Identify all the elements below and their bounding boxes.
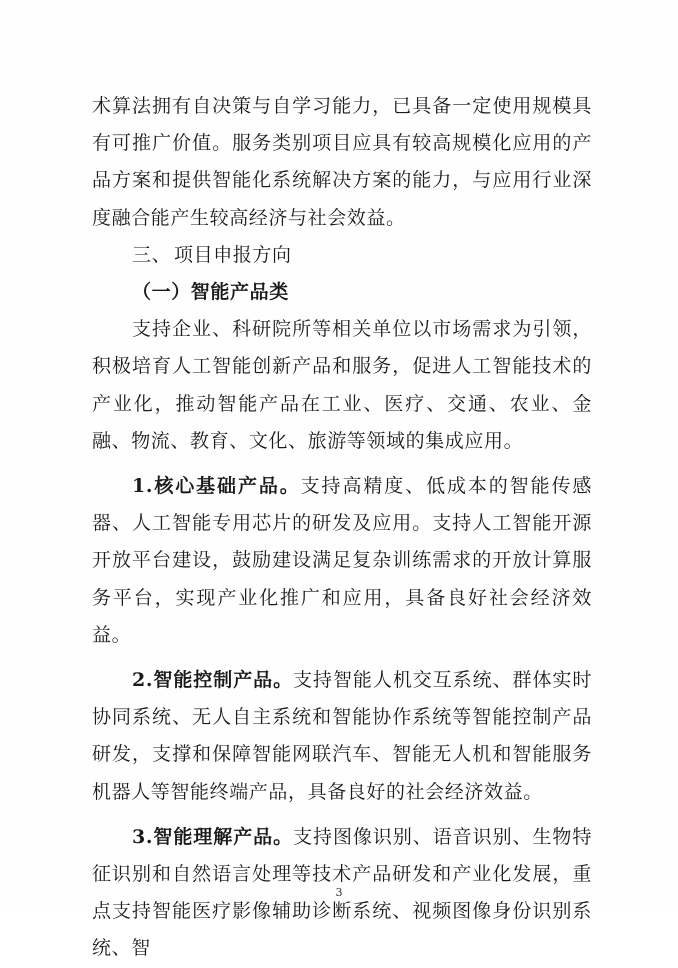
section-number: 三、 [132, 243, 172, 266]
document-body [92, 88, 592, 968]
item-2-body: 支持智能人机交互系统、群体实时协同系统、无人自主系统和智能协作系统等智能控制产品研发，支撑和保障智能网联汽车、智能无人机和智能服务机器人等智能终端产品，具备良好的社会经济效益。 [92, 669, 592, 803]
item-3-body: 支持图像识别、语音识别、生物特征识别和自然语言处理等技术产品研发和产业化发展，重点支持智能医疗影像辅助诊断系统、视频图像身份识别系统、智 [92, 825, 592, 960]
paragraph-continuation: 术算法拥有自决策与自学习能力，已具备一定使用规模具有可推广价值。服务类别项目应具有较高规模化应用的产品方案和提供智能化系统解决方案的能力，与应用行业深度融合能产生较高经济与社会效益。 [92, 95, 592, 229]
item-3-lead: 3.智能理解产品。 [132, 825, 294, 848]
item-1-lead: 1.核心基础产品。 [132, 475, 301, 498]
item-1-body: 支持高精度、低成本的智能传感器、人工智能专用芯片的研发及应用。支持人工智能开源开放平台建设，鼓励建设满足复杂训练需求的开放计算服务平台，实现产业化推广和应用，具备良好社会经济效益。 [92, 475, 592, 646]
paragraph-item-2 [92, 662, 592, 811]
subsection-heading: （一）智能产品类 [132, 281, 289, 304]
page-number: 3 [335, 886, 343, 899]
paragraph-item-1 [92, 468, 592, 654]
section-heading [92, 237, 592, 274]
paragraph-intro: 支持企业、科研院所等相关单位以市场需求为引领，积极培育人工智能创新产品和服务，促进人工智能技术的产业化，推动智能产品在工业、医疗、交通、农业、金融、物流、教育、文化、旅游等领域的集成应用。 [92, 318, 592, 452]
section-title: 项目申报方向 [174, 243, 292, 266]
item-2-lead: 2.智能控制产品。 [132, 669, 294, 692]
